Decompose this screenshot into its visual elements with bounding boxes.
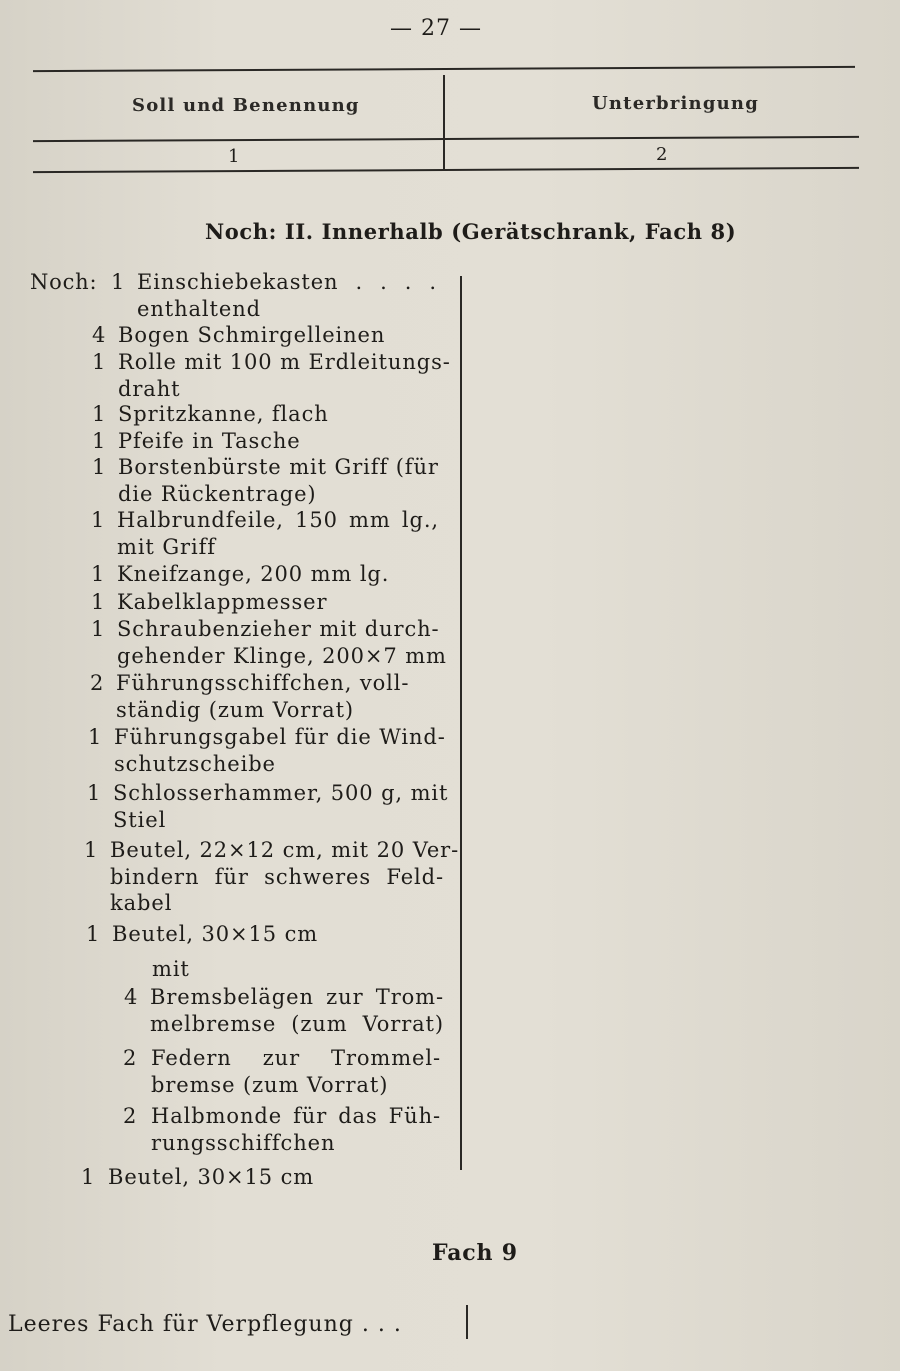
item-quantity: 1 <box>91 590 106 614</box>
item-text-line: rungsschiffchen <box>151 1130 336 1155</box>
item-text-line: Kabelklappmesser <box>117 590 328 614</box>
item-text-line: Beutel, 30×15 cm <box>112 922 319 946</box>
item-text-line: enthaltend <box>137 296 261 321</box>
table-header-divider <box>443 75 445 171</box>
item-text-line: Schraubenzieher mit durch- <box>117 617 440 641</box>
page-number: — 27 — <box>390 16 482 41</box>
table-mid-rule <box>33 136 859 142</box>
fach-item: Leeres Fach für Verpflegung . . . <box>8 1312 402 1337</box>
item-quantity: 1 <box>92 429 107 453</box>
item-text-line: Stiel <box>113 807 167 832</box>
item-quantity: 4 <box>92 323 107 347</box>
item-quantity: 1 <box>91 617 106 641</box>
item-text-line: Pfeife in Tasche <box>118 429 301 453</box>
item-text-line: Führungsschiffchen, voll- <box>116 671 410 695</box>
item-quantity: 1 <box>88 725 103 749</box>
item-text-line: Halbrundfeile, 150 mm lg., <box>117 508 439 532</box>
item-text-line: Halbmonde für das Füh- <box>151 1104 441 1128</box>
item-text-line: Beutel, 30×15 cm <box>108 1165 315 1189</box>
item-text-line: Führungsgabel für die Wind- <box>114 725 446 749</box>
item-quantity: 1 <box>92 455 107 479</box>
item-quantity: 1 <box>91 508 106 532</box>
item-text-line: bindern für schweres Feld- <box>110 864 444 889</box>
item-text-line: Einschiebekasten . . . . <box>137 270 437 294</box>
item-text-line: kabel <box>110 891 173 915</box>
item-quantity: 1 <box>87 781 102 805</box>
item-text-line: Spritzkanne, flach <box>118 402 329 426</box>
item-text-line: Schlosserhammer, 500 g, mit <box>113 781 449 805</box>
item-text-line: mit Griff <box>117 534 216 559</box>
item-quantity: 1 <box>91 562 106 586</box>
column-2-title: Unterbringung <box>592 93 759 114</box>
table-bottom-rule <box>33 167 859 173</box>
item-quantity: 2 <box>123 1104 138 1128</box>
item-quantity: 1 <box>86 922 101 946</box>
item-quantity: 4 <box>124 985 139 1009</box>
item-text-line: Beutel, 22×12 cm, mit 20 Ver- <box>110 838 460 862</box>
section-title: Noch: II. Innerhalb (Gerätschrank, Fach 8) <box>205 219 737 244</box>
item-text-line: Bremsbelägen zur Trom- <box>150 985 444 1009</box>
fach-item-divider <box>466 1305 468 1339</box>
item-text-line: ständig (zum Vorrat) <box>116 697 355 722</box>
fach-title: Fach 9 <box>432 1240 518 1266</box>
item-text-line: melbremse (zum Vorrat) <box>150 1011 444 1036</box>
item-text-line: Rolle mit 100 m Erdleitungs- <box>118 350 451 374</box>
item-quantity: 1 <box>92 350 107 374</box>
list-intro: Noch: <box>30 270 98 294</box>
item-text-line: Bogen Schmirgelleinen <box>118 323 386 347</box>
item-text-line: mit <box>152 957 190 981</box>
column-2-number: 2 <box>656 144 668 165</box>
column-1-title: Soll und Benennung <box>132 95 360 116</box>
table-top-rule <box>33 66 855 72</box>
item-quantity: 2 <box>90 671 105 695</box>
item-text-line: Borstenbürste mit Griff (für <box>118 455 439 479</box>
item-text-line: bremse (zum Vorrat) <box>151 1072 389 1097</box>
item-text-line: Federn zur Trommel- <box>151 1046 441 1070</box>
item-quantity: 1 <box>81 1165 96 1189</box>
item-quantity: 1 <box>92 402 107 426</box>
item-quantity: 2 <box>123 1046 138 1070</box>
item-text-line: schutzscheibe <box>114 751 276 776</box>
item-text-line: gehender Klinge, 200×7 mm <box>117 643 447 668</box>
item-quantity: 1 <box>84 838 99 862</box>
item-text-line: die Rückentrage) <box>118 481 317 506</box>
item-text-line: Kneifzange, 200 mm lg. <box>117 562 390 586</box>
item-quantity: 1 <box>111 270 126 294</box>
item-text-line: draht <box>118 376 181 401</box>
list-column-divider <box>460 276 462 1170</box>
column-1-number: 1 <box>228 146 240 167</box>
